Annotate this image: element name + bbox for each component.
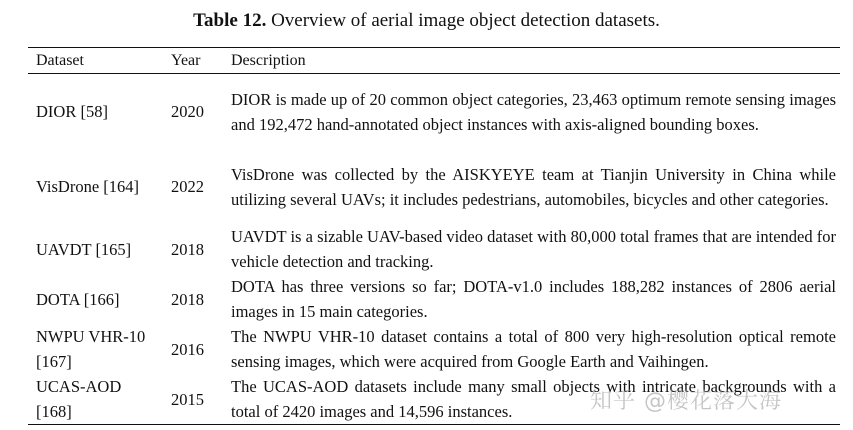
cell-dataset: VisDrone [164] [36,177,140,196]
table-row [28,224,840,274]
table-row [28,74,840,149]
table-caption [0,8,853,34]
cell-dataset: UAVDT [165] [36,239,132,259]
cell-dataset: UCAS-AOD [168] [36,377,122,421]
header-description: Description [231,52,306,69]
cell-year: 2018 [171,239,204,259]
datasets-table [28,47,840,425]
cell-dataset: NWPU VHR-10 [167] [36,327,146,371]
cell-description: UAVDT is a sizable UAV-based video dataset with 80,000 total frames that are intended for vehicle detection and tracking. [231,227,836,271]
table-caption-text: Overview of aerial image object detection datasets. [266,10,660,31]
cell-dataset: DOTA [166] [36,289,120,309]
cell-year: 2020 [171,102,204,121]
cell-dataset: DIOR [58] [36,102,108,121]
cell-year: 2018 [171,289,204,309]
watermark: 知乎 @樱花落大海 [590,389,782,414]
cell-description: DOTA has three versions so far; DOTA-v1.0 includes 188,282 instances of 2806 aerial images in 15 main categories. [231,277,836,321]
table-header-row [28,48,840,74]
cell-description: VisDrone was collected by the AISKYEYE team at Tianjin University in China while utilizing several UAVs; it includes pedestrians, automobiles, bicycles and other categories. [231,164,836,209]
header-year: Year [171,52,201,69]
table-row [28,149,840,224]
header-dataset: Dataset [36,52,84,69]
cell-description: DIOR is made up of 20 common object categories, 23,463 optimum remote sensing images and 192,472 hand-annotated object instances with axis-aligned bounding boxes. [231,89,836,134]
cell-year: 2015 [171,389,204,409]
table-row [28,374,840,424]
cell-year: 2016 [171,339,204,359]
table-caption-label: Table 12. [193,10,267,31]
table-row [28,324,840,374]
cell-description: The UCAS-AOD datasets include many small objects with intricate backgrounds with a total of 2420 images and 14,596 instances. [231,377,836,421]
table-row [28,274,840,324]
cell-description: The NWPU VHR-10 dataset contains a total of 800 very high-resolution optical remote sensing images, which were acquired from Google Earth and Vaihingen. [231,327,836,371]
cell-year: 2022 [171,177,204,196]
